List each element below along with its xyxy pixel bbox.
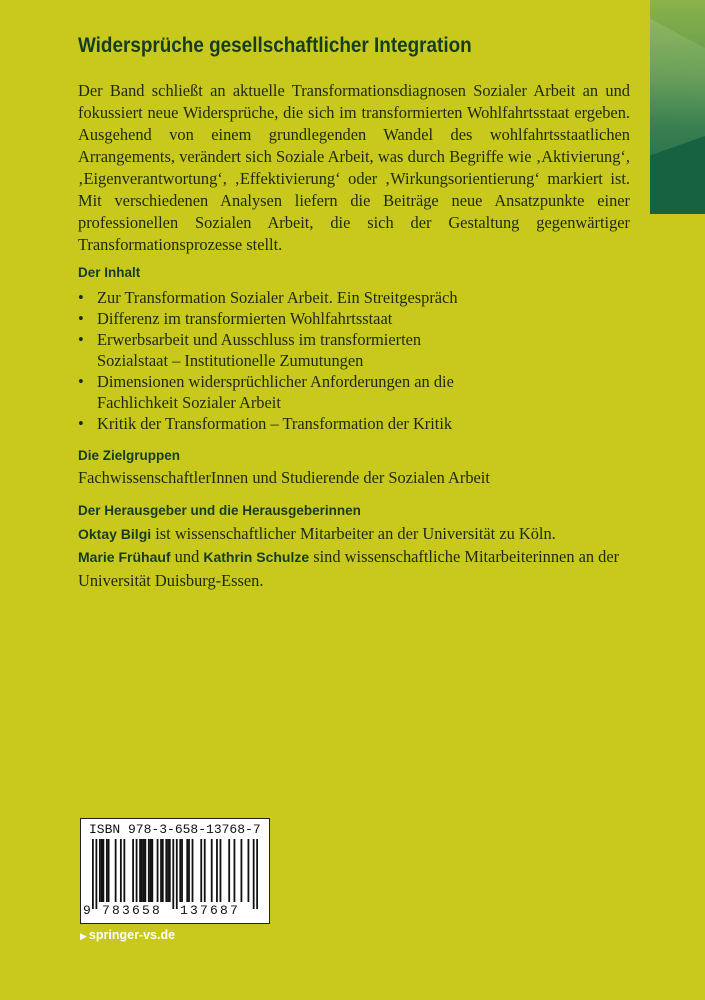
- barcode-bar: [220, 839, 222, 902]
- barcode-bar: [234, 839, 236, 902]
- barcode-bar: [176, 839, 178, 909]
- barcode-bar: [115, 839, 117, 902]
- barcode-bar: [181, 839, 183, 902]
- barcode-bar: [211, 839, 213, 902]
- barcode-bar: [241, 839, 243, 902]
- editor-bio-text: ist wissenschaftlicher Mitarbeiter an der Universität zu Köln.: [151, 524, 556, 543]
- barcode-bar: [165, 839, 167, 902]
- barcode-bar: [151, 839, 153, 902]
- triangle-right-icon: ▶: [80, 931, 87, 941]
- barcode-bar: [169, 839, 171, 902]
- publisher-link-text: springer-vs.de: [88, 928, 176, 942]
- barcode-bar: [216, 839, 218, 902]
- target-audience-text: FachwissenschaftlerInnen und Studierende der Sozialen Arbeit: [78, 468, 490, 487]
- barcode-bar: [157, 839, 159, 902]
- ean-first-digit: 9: [83, 903, 91, 918]
- book-title: Widersprüche gesellschaftlicher Integration: [78, 34, 472, 57]
- ean-right-group: 137687: [180, 903, 241, 918]
- barcode-bar: [179, 839, 181, 902]
- barcode-bar: [148, 839, 150, 902]
- barcode-bar: [101, 839, 103, 902]
- ean-left-group: 783658: [102, 903, 163, 918]
- editor-bio-bilgi: [78, 522, 638, 546]
- barcode-bar: [200, 839, 202, 902]
- isbn-label: ISBN 978-3-658-13768-7: [89, 822, 261, 837]
- cover-decoration-band: [650, 0, 705, 214]
- barcode-bar: [143, 839, 145, 902]
- section-heading-zielgruppen: Die Zielgruppen: [78, 448, 181, 463]
- barcode-bar: [253, 839, 255, 909]
- contents-list: [78, 287, 638, 434]
- barcode-bar: [256, 839, 258, 909]
- barcode-bar: [95, 839, 97, 909]
- barcode-bar: [136, 839, 138, 902]
- barcode-bar: [160, 839, 162, 902]
- list-item: • Differenz im transformierten Wohlfahrtsstaat: [78, 308, 638, 329]
- barcode-bar: [106, 839, 108, 902]
- barcode-bar: [108, 839, 110, 902]
- section-heading-inhalt: Der Inhalt: [78, 265, 141, 280]
- isbn-barcode: [80, 818, 270, 924]
- barcode-bar: [144, 839, 146, 902]
- barcode-bar: [192, 839, 194, 902]
- editor-bio-text: sind wissenschaftliche Mitarbeiterinnen an der Universität Duisburg-Essen.: [78, 547, 620, 590]
- barcode-bar: [150, 839, 152, 902]
- barcode-bar: [139, 839, 141, 902]
- barcode-bar: [92, 839, 94, 909]
- editor-name: Oktay Bilgi: [78, 526, 152, 542]
- barcode-bar: [99, 839, 101, 902]
- barcode-bar: [102, 839, 104, 902]
- editor-bio-fruehauf-schulze: [78, 545, 638, 592]
- publisher-website-link[interactable]: [80, 928, 175, 942]
- list-item: • Erwerbsarbeit und Ausschluss im transformierten Sozialstaat – Institutionelle Zumutungen: [78, 329, 457, 371]
- barcode-bar: [228, 839, 230, 902]
- barcode-bar: [123, 839, 125, 902]
- editor-name: Kathrin Schulze: [203, 549, 310, 565]
- barcode-bar: [120, 839, 122, 902]
- barcode-bar: [248, 839, 250, 902]
- conjunction-text: und: [170, 547, 204, 566]
- barcode-bar: [141, 839, 143, 902]
- barcode-bar: [132, 839, 134, 902]
- book-description: Der Band schließt an aktuelle Transformationsdiagnosen Sozialer Arbeit an und fokussiert neue Widersprüche, die sich im transformierten Wohlfahrtsstaat ergeben. Ausgehend von einem grundlegenden Wandel des wohlfahrtsstaatlichen Arrangements, verändert sich Soziale Arbeit, was durch Begriffe wie ‚Aktivierung‘, ‚Eigenverantwortung‘, ‚Effektivierung‘ oder ‚Wirkungsorientierung‘ markiert ist. Mit verschiedenen Analysen liefern die Beiträge neue Ansatzpunkte einer professionellen Sozialen Arbeit, die sich der Gestaltung gegenwärtiger Transformationsprozesse stellt.: [78, 81, 630, 254]
- barcode-bar: [188, 839, 190, 902]
- section-heading-herausgeber: Der Herausgeber und die Herausgeberinnen: [78, 503, 361, 518]
- editor-name: Marie Frühauf: [78, 549, 171, 565]
- barcode-bar: [167, 839, 169, 902]
- list-item: • Kritik der Transformation – Transformation der Kritik: [78, 413, 638, 434]
- barcode-bar: [172, 839, 174, 909]
- barcode-bar: [204, 839, 206, 902]
- barcode-bar: [186, 839, 188, 902]
- list-item: • Dimensionen widersprüchlicher Anforderungen an die Fachlichkeit Sozialer Arbeit: [78, 371, 457, 413]
- barcode-bar: [162, 839, 164, 902]
- list-item: • Zur Transformation Sozialer Arbeit. Ein Streitgespräch: [78, 287, 638, 308]
- barcode-bars: [92, 839, 258, 909]
